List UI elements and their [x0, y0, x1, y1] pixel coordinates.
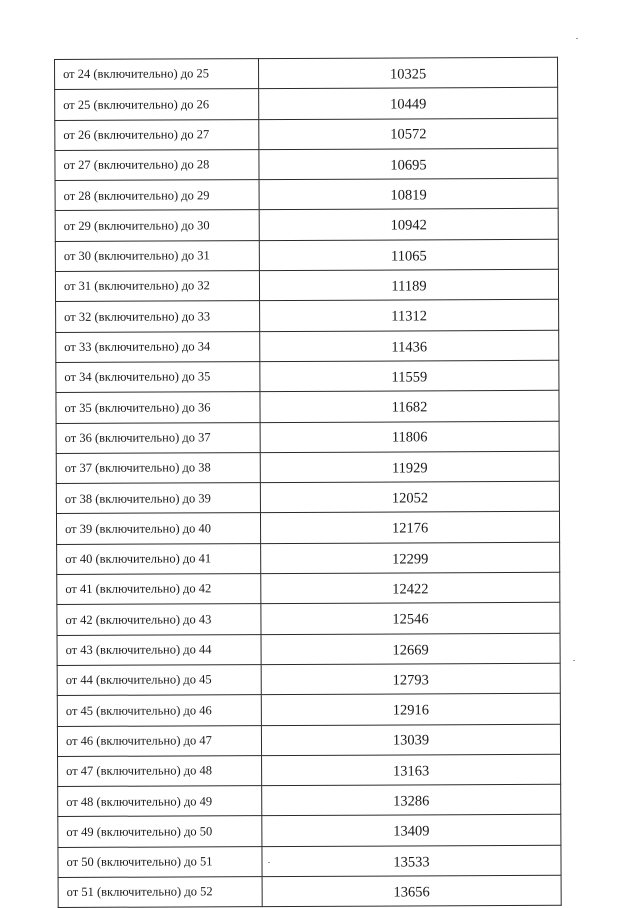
table-row [58, 815, 561, 847]
range-cell: от 26 (включительно) до 27 [55, 119, 259, 150]
range-cell: от 40 (включительно) до 41 [57, 543, 261, 574]
amount-cell: 10942 [259, 209, 558, 241]
table-row [57, 663, 560, 695]
table-row [56, 300, 559, 332]
table-row [55, 209, 558, 241]
amount-cell: 10695 [259, 148, 558, 180]
range-cell: от 38 (включительно) до 39 [56, 483, 260, 514]
range-cell: от 49 (включительно) до 50 [58, 816, 262, 847]
table-row [57, 633, 560, 665]
table-row [57, 542, 560, 574]
table-row [55, 239, 558, 271]
table-row [58, 754, 561, 786]
range-cell: от 25 (включительно) до 26 [55, 89, 259, 120]
scan-speck [573, 660, 575, 661]
table-row [56, 481, 559, 513]
amount-cell: 13163 [262, 754, 561, 786]
rates-table [54, 57, 562, 908]
range-cell: от 46 (включительно) до 47 [57, 725, 261, 756]
amount-cell: 12546 [261, 603, 560, 635]
range-cell: от 31 (включительно) до 32 [55, 271, 259, 302]
table-row [56, 512, 559, 544]
amount-cell: 11559 [260, 360, 559, 392]
table-row [57, 694, 560, 726]
range-cell: от 43 (включительно) до 44 [57, 634, 261, 665]
range-cell: от 45 (включительно) до 46 [57, 695, 261, 726]
amount-cell: 13533 [262, 845, 561, 877]
scan-speck [268, 862, 270, 863]
amount-cell: 12299 [261, 542, 560, 574]
range-cell: от 30 (включительно) до 31 [55, 240, 259, 271]
scan-speck [576, 38, 578, 39]
table-row [56, 391, 559, 423]
amount-cell: 11189 [259, 269, 558, 301]
range-cell: от 48 (включительно) до 49 [58, 786, 262, 817]
range-cell: от 37 (включительно) до 38 [56, 452, 260, 483]
range-cell: от 36 (включительно) до 37 [56, 422, 260, 453]
rates-table-body [55, 57, 562, 907]
amount-cell: 12793 [261, 663, 560, 695]
amount-cell: 11682 [260, 391, 559, 423]
range-cell: от 39 (включительно) до 40 [56, 513, 260, 544]
table-row [55, 118, 558, 150]
table-row [55, 88, 558, 120]
range-cell: от 28 (включительно) до 29 [55, 180, 259, 211]
amount-cell: 11065 [259, 239, 558, 271]
range-cell: от 35 (включительно) до 36 [56, 392, 260, 423]
range-cell: от 33 (включительно) до 34 [56, 331, 260, 362]
amount-cell: 13039 [261, 724, 560, 756]
amount-cell: 13656 [262, 875, 561, 907]
table-row [56, 421, 559, 453]
amount-cell: 10572 [259, 118, 558, 150]
amount-cell: 11436 [260, 330, 559, 362]
table-row [57, 603, 560, 635]
table-row [58, 784, 561, 816]
range-cell: от 42 (включительно) до 43 [57, 604, 261, 635]
range-cell: от 51 (включительно) до 52 [58, 877, 262, 908]
table-row [56, 451, 559, 483]
range-cell: от 44 (включительно) до 45 [57, 665, 261, 696]
amount-cell: 13409 [262, 815, 561, 847]
table-row [55, 269, 558, 301]
amount-cell: 12916 [261, 694, 560, 726]
amount-cell: 12422 [261, 572, 560, 604]
range-cell: от 24 (включительно) до 25 [55, 59, 259, 90]
range-cell: от 32 (включительно) до 33 [56, 301, 260, 332]
range-cell: от 27 (включительно) до 28 [55, 149, 259, 180]
amount-cell: 10819 [259, 178, 558, 210]
range-cell: от 50 (включительно) до 51 [58, 846, 262, 877]
table-row [58, 875, 561, 907]
table-row [56, 360, 559, 392]
amount-cell: 13286 [262, 784, 561, 816]
range-cell: от 29 (включительно) до 30 [55, 210, 259, 241]
amount-cell: 12176 [260, 512, 559, 544]
table-row [55, 57, 558, 89]
amount-cell: 11929 [260, 451, 559, 483]
amount-cell: 10325 [259, 57, 558, 89]
range-cell: от 34 (включительно) до 35 [56, 362, 260, 393]
table-row [56, 330, 559, 362]
table-row [57, 572, 560, 604]
amount-cell: 12669 [261, 633, 560, 665]
amount-cell: 11312 [260, 300, 559, 332]
table-row [55, 178, 558, 210]
table-row [55, 148, 558, 180]
amount-cell: 12052 [260, 481, 559, 513]
table-row [58, 845, 561, 877]
amount-cell: 11806 [260, 421, 559, 453]
range-cell: от 41 (включительно) до 42 [57, 574, 261, 605]
range-cell: от 47 (включительно) до 48 [58, 755, 262, 786]
table-row [57, 724, 560, 756]
amount-cell: 10449 [259, 88, 558, 120]
